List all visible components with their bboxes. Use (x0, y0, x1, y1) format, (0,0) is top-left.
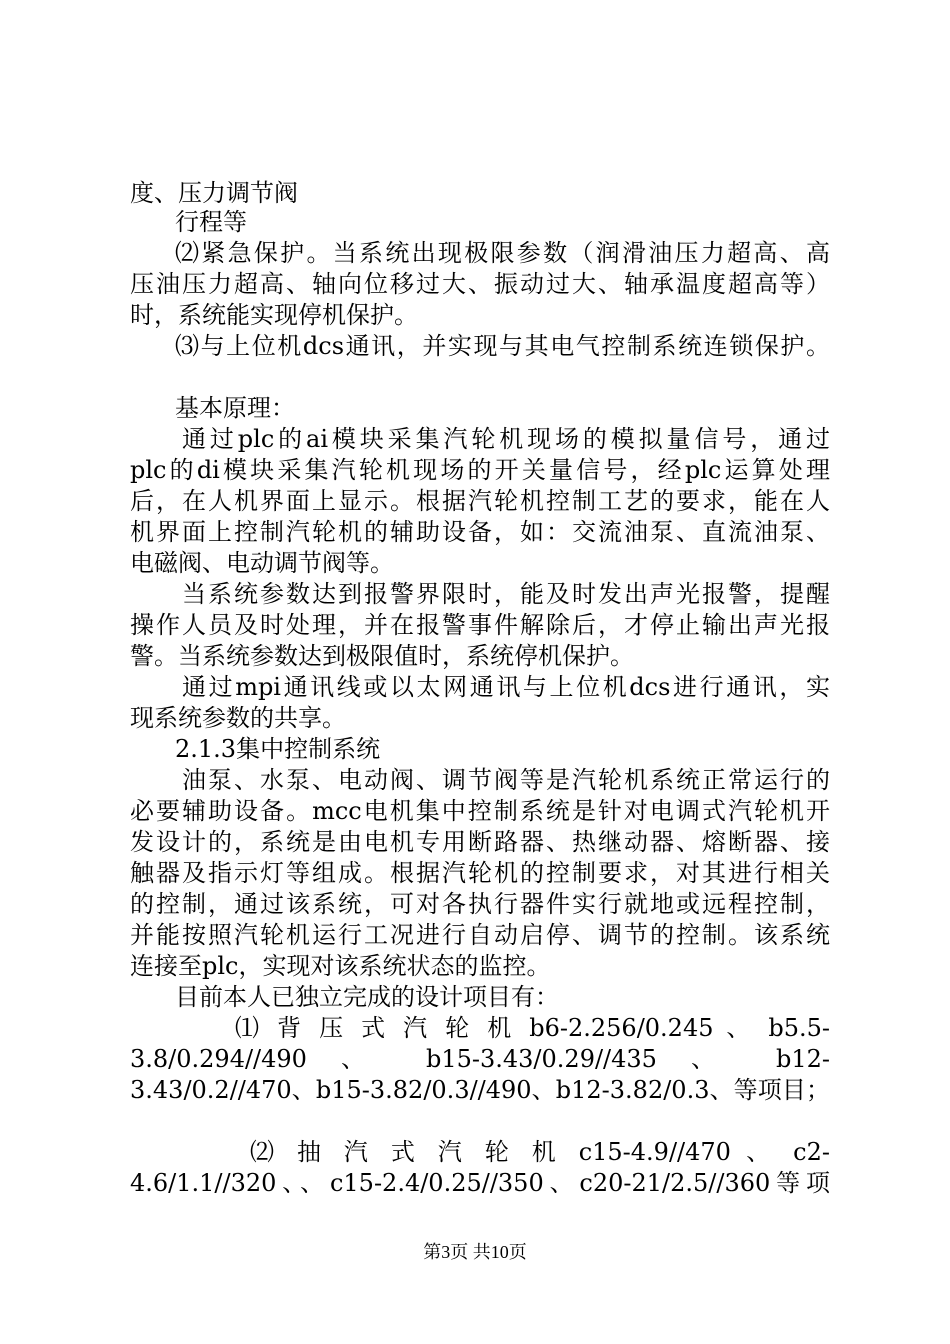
section-heading: 2.1.3集中控制系统 (175, 735, 381, 763)
text-line: 连接至plc，实现对该系统状态的监控。 (130, 952, 551, 980)
text-line: ⑶与上位机dcs通讯，并实现与其电气控制系统连锁保护。 (175, 332, 830, 360)
text-line: 并能按照汽轮机运行工况进行自动启停、调节的控制。该系统 (130, 921, 830, 949)
text-line: 后，在人机界面上显示。根据汽轮机控制工艺的要求，能在人 (130, 487, 830, 515)
text-line: 通过mpi通讯线或以太网通讯与上位机dcs进行通讯，实 (182, 673, 830, 701)
text-line: 机界面上控制汽轮机的辅助设备，如：交流油泵、直流油泵、 (130, 518, 830, 546)
text-line: 操作人员及时处理，并在报警事件解除后，才停止输出声光报 (130, 611, 830, 639)
text-line: 压油压力超高、轴向位移过大、振动过大、轴承温度超高等） (130, 270, 830, 298)
text-line: 的控制，通过该系统，可对各执行器件实行就地或远程控制， (130, 890, 830, 918)
text-line: 电磁阀、电动调节阀等。 (130, 549, 394, 577)
text-line: 现系统参数的共享。 (130, 704, 346, 732)
text-line: ⑵ 抽 汽 式 汽 轮 机 c15-4.9//470 、 c2- (250, 1138, 830, 1166)
text-line: ⑴ 背 压 式 汽 轮 机 b6-2.256/0.245 、 b5.5- (235, 1014, 830, 1042)
page-number-footer: 第3页 共10页 (423, 1242, 527, 1262)
text-line: 3.8/0.294//490 、 b15-3.43/0.29//435 、 b12- (130, 1045, 830, 1073)
text-line: 警。当系统参数达到极限值时，系统停机保护。 (130, 642, 634, 670)
text-line: 通过plc的ai模块采集汽轮机现场的模拟量信号，通过 (182, 425, 830, 453)
text-line: 必要辅助设备。mcc电机集中控制系统是针对电调式汽轮机开 (130, 797, 830, 825)
text-line: 发设计的，系统是由电机专用断路器、热继动器、熔断器、接 (130, 828, 830, 856)
text-line: 当系统参数达到报警界限时，能及时发出声光报警，提醒 (182, 580, 830, 608)
text-line: plc的di模块采集汽轮机现场的开关量信号，经plc运算处理 (130, 456, 830, 484)
text-line: 时，系统能实现停机保护。 (130, 301, 418, 329)
text-line: 触器及指示灯等组成。根据汽轮机的控制要求，对其进行相关 (130, 859, 830, 887)
text-line: ⑵紧急保护。当系统出现极限参数（润滑油压力超高、高 (175, 239, 830, 267)
text-line: 度、压力调节阀 (130, 179, 298, 207)
text-line: 行程等 (175, 208, 247, 236)
section-heading: 基本原理： (175, 394, 295, 422)
text-line: 油泵、水泵、电动阀、调节阀等是汽轮机系统正常运行的 (182, 766, 830, 794)
text-line: 3.43/0.2//470、b15-3.82/0.3//490、b12-3.82/0.3、等项目； (130, 1076, 830, 1104)
text-line: 4.6/1.1//320、、c15-2.4/0.25//350、c20-21/2.5//360等项 (130, 1169, 830, 1197)
text-line: 目前本人已独立完成的设计项目有： (175, 983, 559, 1011)
